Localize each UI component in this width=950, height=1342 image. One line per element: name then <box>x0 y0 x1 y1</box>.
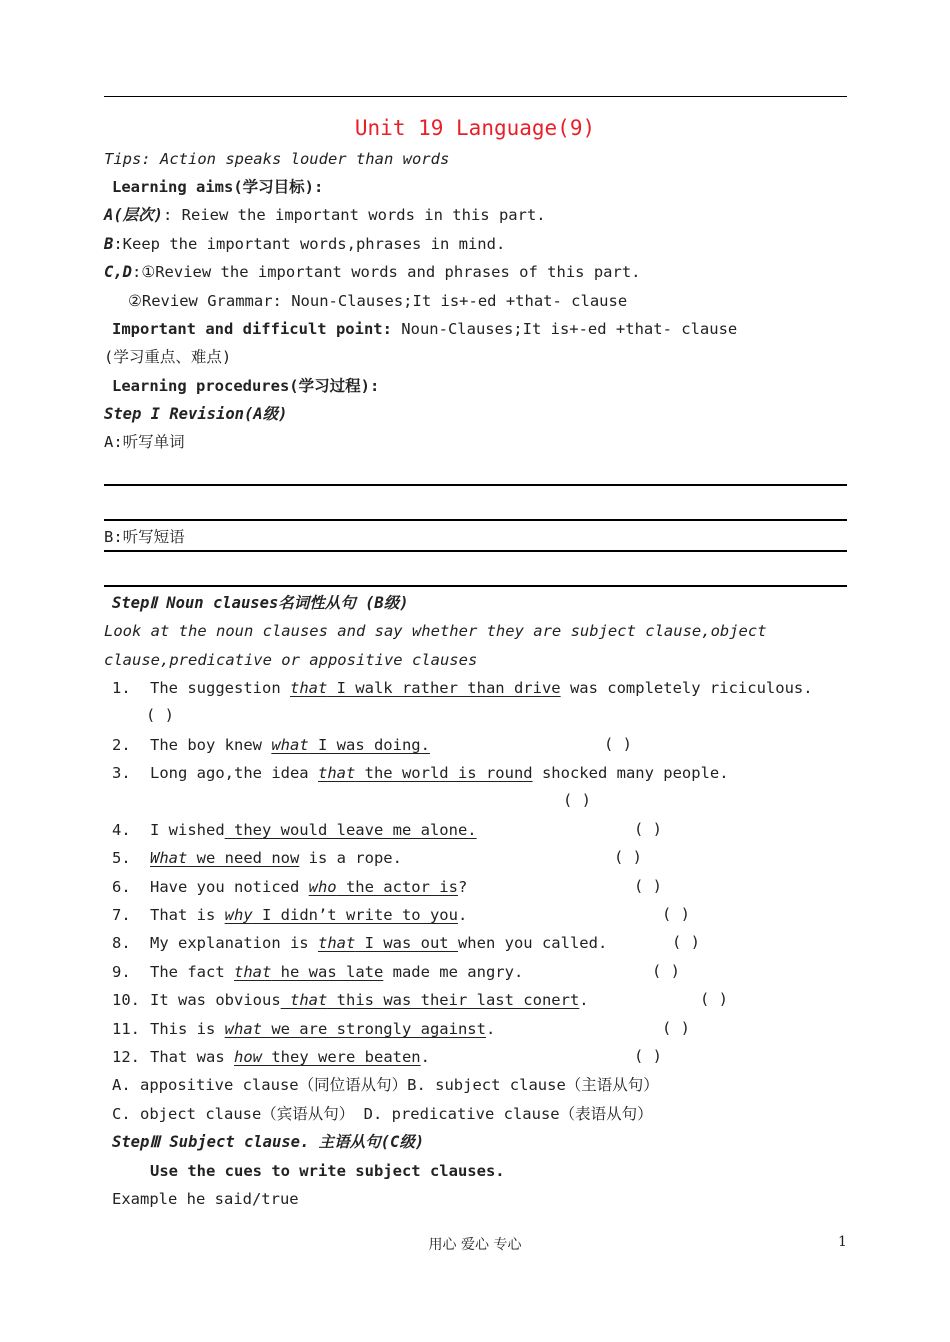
important-label: Important and difficult point: <box>112 320 392 338</box>
answer-blank: ( ) <box>146 706 174 724</box>
noun-clause: we are strongly against <box>261 1020 486 1038</box>
answer-blank: ( ) <box>662 905 690 923</box>
aim-cd-label: C,D <box>104 263 132 281</box>
aim-a <box>104 205 546 225</box>
answer-blank: ( ) <box>614 848 642 866</box>
list-item: 2. The boy knew what I was doing. <box>112 736 430 754</box>
list-item: 6. Have you noticed who the actor is? <box>112 878 468 896</box>
noun-clause: the world is round <box>355 764 533 782</box>
important-text: Noun-Clauses;It is+-ed +that- clause <box>391 320 738 338</box>
list-item: 9. The fact that he was late made me angry. <box>112 963 524 981</box>
answer-blank: ( ) <box>652 962 680 980</box>
page-number: 1 <box>838 1234 847 1250</box>
clause-connector: why <box>224 906 253 924</box>
answer-rule-1 <box>104 484 847 486</box>
clause-connector: that <box>317 764 356 782</box>
aim-cd-text1: :①Review the important words and phrases of this part. <box>132 263 641 281</box>
important-point <box>112 319 737 339</box>
clause-connector: What <box>150 849 188 867</box>
answer-blank: ( ) <box>634 820 662 838</box>
list-item: 8. My explanation is that I was out when you called. <box>112 934 608 952</box>
answer-rule-4 <box>104 585 847 587</box>
clause-connector: that <box>280 991 328 1009</box>
aims-heading: Learning aims(学习目标): <box>112 178 324 196</box>
answer-blank: ( ) <box>604 735 632 753</box>
list-item: 5. What we need now is a rope. <box>112 849 402 867</box>
clause-connector: how <box>234 1048 262 1066</box>
step1-a: A:听写单词 <box>104 433 185 451</box>
noun-clause: I didn’t write to you <box>252 906 458 924</box>
answer-blank: ( ) <box>634 1047 662 1065</box>
noun-clause: I was out <box>355 934 458 952</box>
clause-connector: that <box>317 934 356 952</box>
list-item: 1. The suggestion that I walk rather than drive was completely riciculous. <box>112 679 813 697</box>
step2-instruction-2: clause,predicative or appositive clauses <box>104 651 478 669</box>
noun-clause: the actor is <box>336 878 458 896</box>
answer-blank: ( ) <box>672 933 700 951</box>
aim-b <box>104 234 505 254</box>
answer-blank: ( ) <box>634 877 662 895</box>
options-line-2: C. object clause（宾语从句） D. predicative clause（表语从句） <box>112 1105 653 1123</box>
step2-instruction-1: Look at the noun clauses and say whether they are subject clause,object <box>104 622 767 640</box>
aim-cd-text2: ②Review Grammar: Noun-Clauses;It is+-ed +that- clause <box>128 292 628 310</box>
answer-blank: ( ) <box>662 1019 690 1037</box>
page-footer: 用心 爱心 专心 <box>428 1237 522 1253</box>
noun-clause: they would leave me alone. <box>224 821 477 839</box>
aim-a-text: : Reiew the important words in this part. <box>163 206 546 224</box>
list-item: 4. I wished they would leave me alone. <box>112 821 477 839</box>
answer-rule-3 <box>104 550 847 552</box>
page-title: Unit 19 Language(9) <box>354 116 596 140</box>
important-cn: (学习重点、难点) <box>104 348 232 366</box>
clause-connector: that <box>234 963 272 981</box>
top-rule <box>104 96 847 97</box>
list-item: 11. This is what we are strongly against. <box>112 1020 496 1038</box>
clause-connector: what <box>271 736 309 754</box>
answer-rule-2 <box>104 519 847 521</box>
answer-blank: ( ) <box>700 990 728 1008</box>
step1-heading: Step I Revision(A级) <box>104 405 288 423</box>
step3-instruction: Use the cues to write subject clauses. <box>150 1162 505 1180</box>
tips-line: Tips: Action speaks louder than words <box>104 150 450 168</box>
clause-connector: what <box>224 1020 262 1038</box>
list-item: 10. It was obvious that this was their last conert. <box>112 991 589 1009</box>
example-line: Example he said/true <box>112 1190 299 1208</box>
noun-clause: I was doing. <box>308 736 430 754</box>
aim-b-label: B <box>104 235 114 253</box>
clause-connector: that <box>289 679 328 697</box>
step2-heading: StepⅡ Noun clauses名词性从句 (B级) <box>112 594 409 612</box>
list-item: 7. That is why I didn’t write to you. <box>112 906 468 924</box>
noun-clause: he was late <box>271 963 384 981</box>
procedures-heading: Learning procedures(学习过程): <box>112 377 380 395</box>
step1-b: B:听写短语 <box>104 528 185 546</box>
aim-b-text: :Keep the important words,phrases in mind. <box>113 235 506 253</box>
noun-clause: we need now <box>187 849 300 867</box>
answer-blank: ( ) <box>563 791 591 809</box>
options-line-1: A. appositive clause（同位语从句）B. subject clause（主语从句） <box>112 1076 659 1094</box>
aim-cd <box>104 262 640 282</box>
clause-connector: who <box>308 878 337 896</box>
list-item: 12. That was how they were beaten. <box>112 1048 430 1066</box>
list-item: 3. Long ago,the idea that the world is round shocked many people. <box>112 764 729 782</box>
noun-clause: this was their last conert <box>327 991 580 1009</box>
step3-heading: StepⅢ Subject clause. 主语从句(C级) <box>112 1133 425 1151</box>
noun-clause: I walk rather than drive <box>327 679 561 697</box>
noun-clause: they were beaten <box>262 1048 421 1066</box>
aim-a-label: A(层次) <box>104 206 163 224</box>
